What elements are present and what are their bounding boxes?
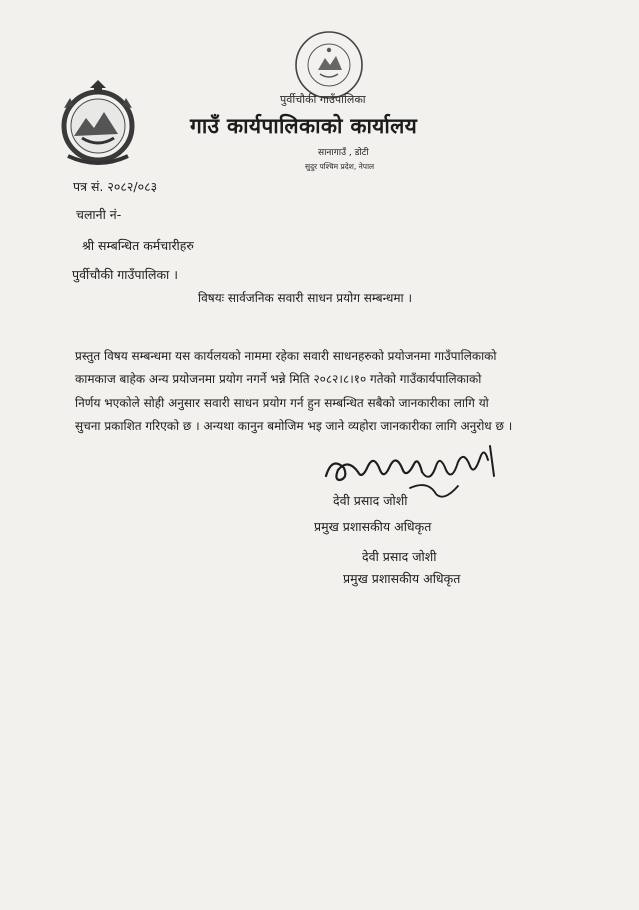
body-line: सुचना प्रकाशित गरिएको छ । अन्यथा कानुन बमोजिम भइ जाने व्यहोरा जानकारीका लागि अनुरोध छ । (75, 419, 513, 433)
municipality-name: पुर्वीचौकी गाउँपालिका (280, 93, 366, 106)
signature-stamp-name: देवी प्रसाद जोशी (333, 493, 408, 508)
dispatch-number: चलानी नं- (76, 207, 122, 222)
recipient-line-2: पुर्वीचौकी गाउँपालिका । (72, 267, 178, 282)
signatory-title: प्रमुख प्रशासकीय अधिकृत (343, 571, 461, 586)
nepal-emblem-icon (52, 78, 144, 166)
address-line-2: सुदुर पश्चिम प्रदेश, नेपाल (305, 162, 375, 171)
letter-subject: विषयः सार्वजनिक सवारी साधन प्रयोग सम्बन्धमा । (198, 291, 412, 305)
reference-number: पत्र सं. २०८२/०८३ (73, 179, 158, 194)
recipient-line-1: श्री सम्बन्धित कर्मचारीहरु (82, 238, 194, 253)
address-line-1: सानागाउँ , डोटी (318, 148, 369, 158)
signature-stamp-title: प्रमुख प्रशासकीय अधिकृत (314, 519, 432, 534)
office-name: गाउँ कार्यपालिकाको कार्यालय (190, 114, 418, 138)
body-line: कामकाज बाहेक अन्य प्रयोजनमा प्रयोग नगर्ने भन्ने मिति २०८२।८।१० गतेको गाउँकार्यपालिकाको (75, 372, 482, 386)
body-line: प्रस्तुत विषय सम्बन्धमा यस कार्यलयको नाममा रहेका सवारी साधनहरुको प्रयोजनमा गाउँपालिकाको (75, 349, 497, 363)
signatory-name: देवी प्रसाद जोशी (362, 549, 437, 564)
office-seal-icon (292, 28, 366, 102)
body-line: निर्णय भएकोले सोही अनुसार सवारी साधन प्रयोग गर्न हुन सम्बन्धित सबैको जानकारीका लागि यो (75, 396, 489, 410)
